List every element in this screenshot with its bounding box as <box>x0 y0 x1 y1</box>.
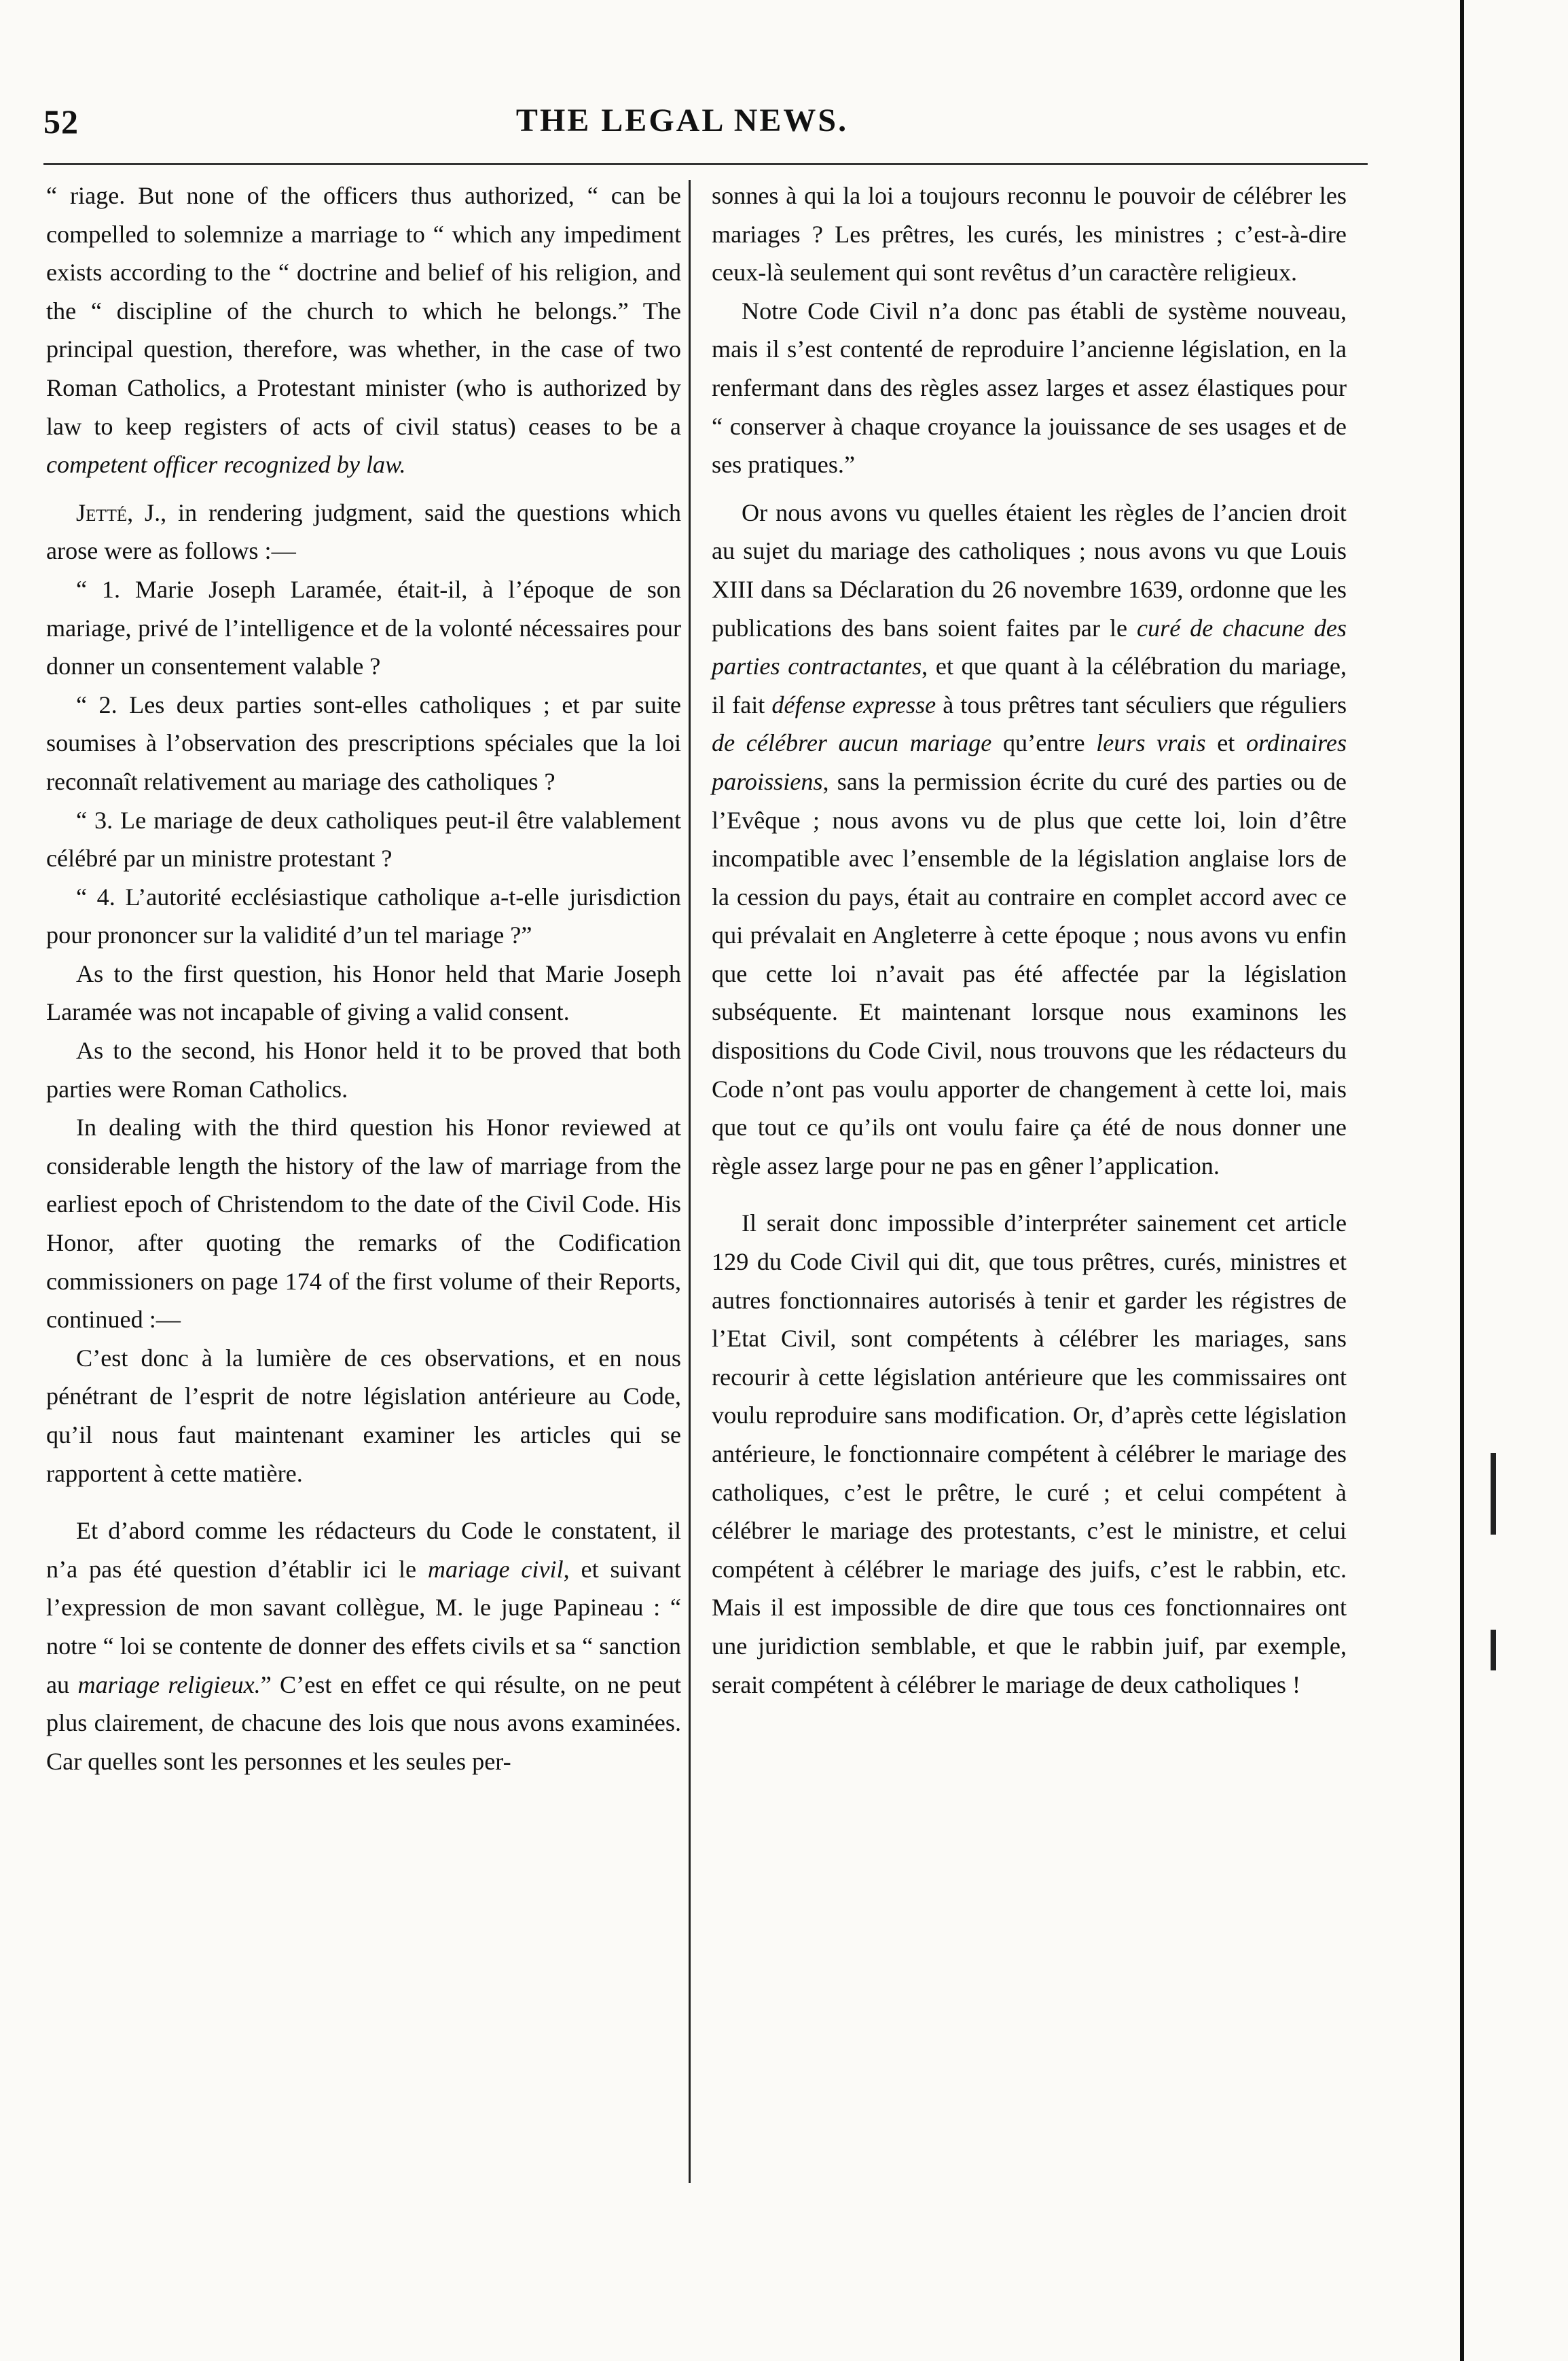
paragraph-text: qu’entre <box>1002 729 1085 757</box>
paragraph: As to the second, his Honor held it to be proved that both parties were Roman Catholics. <box>46 1037 681 1103</box>
header-rule <box>43 163 1368 165</box>
paragraph-text: , J., in rendering judgment, said the questions which arose were as follows :— <box>46 498 681 565</box>
paragraph-text: , et suivant l’expression de mon savant collègue, M. le juge Papineau : “ notre “ loi se contente de donner des effets civils et sa “ sanction au <box>46 1555 681 1698</box>
italic-phrase: curé de chacune des parties contractantes <box>712 614 1347 680</box>
paragraph-text: , et que quant à la célébration du mariage, il fait <box>712 653 1347 718</box>
paragraph: Notre Code Civil n’a donc pas établi de système nouveau, mais il s’est contenté de reproduire l’ancienne législation, en la renfermant dans des règles assez larges et assez élastiques pour “ conserver à chaque croyance la jouissance de ses usages et de ses pratiques.” <box>712 297 1347 479</box>
paragraph: Il serait donc impossible d’interpréter sainement cet article 129 du Code Civil qui dit, que tous prêtres, curés, ministres et autres fonctionnaires autorisés à tenir et garder les régistres de l’Etat Civil, sont compétents à célébrer les mariages, sans recourir à cette législation antérieure que les commissaires ont voulu reproduire sans modification. Or, d’après cette législation antérieure, le fonctionnaire compétent à célébrer le mariage des catholiques, c’est le prêtre, le curé ; et celui compétent à célébrer le mariage des protestants, c’est le ministre, et celui compétent à célébrer le mariage des juifs, c’est le rabbin, etc. Mais il est impossible de dire que tous ces fonctionnaires ont une juridiction semblable, et que le rabbin juif, par exemple, serait compétent à célébrer le mariage de deux catholiques ! <box>712 1209 1347 1698</box>
italic-phrase: de célébrer aucun mariage <box>712 729 992 757</box>
paragraph <box>46 177 681 484</box>
judge-name: Jetté <box>76 498 128 526</box>
italic-phrase: leurs vrais <box>1096 729 1206 757</box>
paragraph: C’est donc à la lumière de ces observations, et en nous pénétrant de l’esprit de notre législation antérieure au Code, qu’il nous faut maintenant examiner les articles qui se rapportent à cette matière. <box>46 1344 681 1487</box>
paragraph-text: ” C’est en effet ce qui résulte, on ne peut plus clairement, de chacune des lois que nous avons examinées. Car quelles sont les personnes et les seules per- <box>46 1670 682 1775</box>
italic-phrase: competent officer recognized by law. <box>46 451 406 479</box>
margin-mark <box>1491 1453 1496 1535</box>
paragraph <box>46 494 681 570</box>
right-column <box>712 177 1347 1704</box>
italic-phrase: mariage civil <box>427 1555 564 1583</box>
page-number: 52 <box>43 103 79 141</box>
running-head: THE LEGAL NEWS. <box>515 103 849 139</box>
italic-phrase: ordinaires paroissiens <box>712 729 1347 795</box>
question-4: “ 4. L’autorité ecclésiastique catholique a-t-elle jurisdiction pour prononcer sur la validité d’un tel mariage ?” <box>46 883 681 949</box>
question-2: “ 2. Les deux parties sont-elles catholiques ; et par suite soumises à l’observation des prescriptions spéciales que la loi reconnaît relativement au mariage des catholiques ? <box>46 691 681 795</box>
paragraph: sonnes à qui la loi a toujours reconnu le pouvoir de célébrer les mariages ? Les prêtres, les curés, les ministres ; c’est-à-dire ceux-là seulement qui sont revêtus d’un caractère religieux. <box>712 182 1347 287</box>
paragraph: As to the first question, his Honor held that Marie Joseph Laramée was not incapable of giving a valid consent. <box>46 959 681 1026</box>
paragraph-text: à tous prêtres tant séculiers que réguliers <box>943 691 1347 718</box>
paragraph <box>46 1512 681 1780</box>
italic-phrase: mariage religieux. <box>77 1670 261 1698</box>
question-1: “ 1. Marie Joseph Laramée, était-il, à l’époque de son mariage, privé de l’intelligence et de la volonté nécessaires pour donner un consentement valable ? <box>46 575 681 680</box>
left-column <box>46 177 681 1780</box>
binding-edge-rule <box>1460 0 1464 2361</box>
margin-mark <box>1491 1630 1496 1670</box>
paragraph-text: Et d’abord comme les rédacteurs du Code le constatent, il n’a pas été question d’établir ici le <box>46 1517 681 1583</box>
paragraph-text: Or nous avons vu quelles étaient les règles de l’ancien droit au sujet du mariage des catholiques ; nous avons vu que Louis XIII dans sa Déclaration du 26 novembre 1639, ordonne que les publications des bans soient faites par le <box>712 498 1347 642</box>
question-3: “ 3. Le mariage de deux catholiques peut-il être valablement célébré par un ministre protestant ? <box>46 806 681 873</box>
paragraph-text: , sans la permission écrite du curé des parties ou de l’Evêque ; nous avons vu de plus que cette loi, loin d’être incompatible avec l’ensemble de la législation anglaise lors de la cession du pays, était au contraire en complet accord avec ce qui prévalait en Angleterre à cette époque ; nous avons vu enfin que cette loi n’avait pas été affectée par la législation subséquente. Et maintenant lorsque nous examinons les dispositions du Code Civil, nous trouvons que les rédacteurs du Code n’ont pas voulu apporter de changement à cette loi, mais que tout ce qu’ils ont voulu faire ça été de nous donner une règle assez large pour ne pas en gêner l’application. <box>712 767 1347 1179</box>
paragraph: In dealing with the third question his Honor reviewed at considerable length the history of the law of marriage from the earliest epoch of Christendom to the date of the Civil Code. His Honor, after quoting the remarks of the Codification commissioners on page 174 of the first volume of their Reports, continued :— <box>46 1114 681 1334</box>
column-divider <box>689 180 691 2183</box>
paragraph-text: “ riage. But none of the officers thus authorized, “ can be compelled to solemnize a marriage to “ which any impediment exists according to the “ doctrine and belief of his religion, and the “ discipline of the church to which he belongs.” The principal question, therefore, was whether, in the case of two Roman Catholics, a Protestant minister (who is authorized by law to keep registers of acts of civil status) ceases to be a <box>46 182 681 440</box>
paragraph-text: et <box>1217 729 1235 757</box>
paragraph <box>712 494 1347 1186</box>
italic-phrase: défense expresse <box>771 691 936 718</box>
